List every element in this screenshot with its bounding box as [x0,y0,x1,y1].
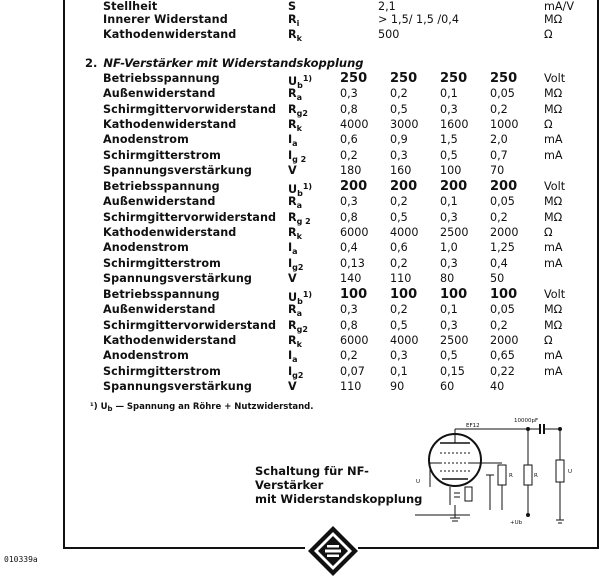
parameter-value: 70 [490,164,505,177]
symbol-subscript: b [297,297,303,306]
parameter-label: Innerer Widerstand [103,13,228,26]
table-row [0,133,611,147]
frame-bottom-line-left [63,547,305,549]
section-number: 2. [85,56,98,70]
table-row [0,365,611,379]
symbol-letter: I [288,257,293,270]
table-row [0,87,611,101]
parameter-value: 100 [390,287,418,302]
parameter-value: 0,8 [340,319,358,332]
parameter-value: 2500 [440,226,469,239]
parameter-value: 1600 [440,118,469,131]
parameter-value: 0,65 [490,349,515,362]
parameter-unit: Volt [544,288,566,301]
parameter-value: 0,4 [340,241,358,254]
symbol-subscript: k [296,232,302,241]
table-row [0,380,611,394]
document-id: 010339a [4,555,38,564]
parameter-value: 0,5 [390,103,408,116]
table-row [0,257,611,271]
parameter-label: Anodenstrom [103,241,189,254]
table-row [0,349,611,363]
parameter-value: 0,2 [490,103,508,116]
parameter-value: 0,2 [390,303,408,316]
parameter-value: 4000 [390,226,419,239]
symbol-subscript: a [296,93,303,102]
parameter-label: Schirmgitterstrom [103,365,221,378]
parameter-symbol [288,0,296,14]
parameter-value: 0,2 [390,257,408,270]
section-title [85,56,364,70]
parameter-value: 0,05 [490,195,515,208]
footnote-text: — Spannung an Röhre + Nutzwiderstand. [112,402,314,412]
parameter-label: Schirmgittervorwiderstand [103,211,277,224]
parameter-value: 200 [490,179,518,194]
parameter-label: Spannungsverstärkung [103,380,252,393]
symbol-letter: I [288,149,293,162]
symbol-letter: I [288,349,293,362]
parameter-unit: mA/V [544,0,574,13]
parameter-unit: mA [544,349,563,362]
tube-label: EF12 [466,423,480,429]
parameter-value: 250 [490,71,518,86]
parameter-label: Anodenstrom [103,133,189,146]
parameter-value: 0,5 [440,349,458,362]
parameter-label: Kathodenwiderstand [103,226,237,239]
parameter-label: Kathodenwiderstand [103,118,237,131]
parameter-symbol [288,164,297,178]
parameter-value: 40 [490,380,505,393]
parameter-unit: Ω [544,28,553,41]
footnote-mark: ¹) U [90,402,108,412]
parameter-label: Betriebsspannung [103,72,220,85]
parameter-unit: Ω [544,226,553,239]
parameter-unit: MΩ [544,303,563,316]
parameter-value: 0,15 [440,365,465,378]
parameter-value: 0,3 [440,257,458,270]
symbol-subscript: g2 [292,263,304,272]
parameter-value: 0,2 [490,319,508,332]
parameter-value: 0,2 [340,349,358,362]
parameter-label: Kathodenwiderstand [103,334,237,347]
parameter-value: 0,4 [490,257,508,270]
parameter-value: 250 [440,71,468,86]
parameter-value: 100 [340,287,368,302]
symbol-subscript: a [292,355,298,364]
parameter-value: 0,07 [340,365,365,378]
parameter-label: Betriebsspannung [103,180,220,193]
footnote-reference: 1) [302,182,313,191]
parameter-value: 1,0 [440,241,458,254]
symbol-subscript: k [296,34,302,43]
parameter-value: 0,1 [390,365,408,378]
symbol-letter: V [288,380,297,393]
symbol-letter: R [288,334,297,347]
parameter-unit: MΩ [544,211,563,224]
parameter-unit: mA [544,241,563,254]
footnote-sub: b [107,405,113,413]
parameter-label: Schirmgitterstrom [103,257,221,270]
parameter-unit: Ω [544,334,553,347]
parameter-value: 0,2 [390,87,408,100]
parameter-value: 2500 [440,334,469,347]
table-row [0,334,611,348]
parameter-label: Anodenstrom [103,349,189,362]
symbol-subscript: g2 [292,371,304,380]
parameter-label: Schirmgittervorwiderstand [103,103,277,116]
parameter-value: 0,3 [340,303,358,316]
symbol-letter: R [288,103,297,116]
symbol-letter: R [288,28,297,41]
parameter-value: 250 [340,71,368,86]
footnote [90,402,314,413]
parameter-value: 200 [390,179,418,194]
table-row [0,28,611,42]
symbol-subscript: a [296,201,303,210]
amplifier-schematic [410,415,585,527]
footnote-reference: 1) [302,290,313,299]
parameter-unit: Ω [544,118,553,131]
parameter-value: 100 [440,164,462,177]
parameter-value: 1000 [490,118,519,131]
symbol-subscript: a [292,139,298,148]
footnote-reference: 1) [302,74,313,83]
parameter-value: 0,5 [390,211,408,224]
table-row [0,103,611,117]
symbol-letter: R [288,118,297,131]
parameter-value: 0,3 [440,103,458,116]
supply-label: +Ub [510,520,523,526]
symbol-subscript: b [297,189,303,198]
parameter-value: 0,5 [390,319,408,332]
parameter-value: 100 [440,287,468,302]
parameter-value: 0,5 [440,149,458,162]
parameter-value: 0,1 [440,195,458,208]
parameter-label: Spannungsverstärkung [103,272,252,285]
parameter-value: 6000 [340,226,369,239]
parameter-value: 0,3 [340,195,358,208]
parameter-value: 0,13 [340,257,365,270]
parameter-label: Schirmgittervorwiderstand [103,319,277,332]
symbol-letter: U [288,291,298,304]
parameter-value: 500 [378,28,400,41]
parameter-label: Außenwiderstand [103,87,216,100]
parameter-symbol [288,272,297,286]
parameter-label: Außenwiderstand [103,195,216,208]
table-row [0,241,611,255]
symbol-subscript: i [296,19,300,28]
symbol-letter: R [288,195,297,208]
symbol-subscript: b [297,81,303,90]
symbol-subscript: g2 [296,325,308,334]
parameter-unit: Volt [544,72,566,85]
parameter-value: 180 [340,164,362,177]
parameter-symbol [288,380,297,394]
telefunken-logo-icon [307,525,359,577]
parameter-value: 0,6 [390,241,408,254]
parameter-value: 60 [440,380,455,393]
parameter-unit: MΩ [544,13,563,26]
parameter-value: 0,1 [440,303,458,316]
symbol-subscript: a [296,309,303,318]
symbol-subscript: g 2 [296,217,311,226]
parameter-value: 4000 [390,334,419,347]
parameter-unit: MΩ [544,103,563,116]
table-row [0,118,611,132]
table-row [0,287,611,306]
symbol-subscript: k [296,340,302,349]
parameter-value: 0,7 [490,149,508,162]
parameter-value: 0,3 [440,211,458,224]
parameter-value: 0,3 [440,319,458,332]
parameter-value: 0,05 [490,87,515,100]
table-row [0,71,611,90]
parameter-label: Kathodenwiderstand [103,28,237,41]
symbol-letter: R [288,303,297,316]
parameter-value: 0,1 [440,87,458,100]
parameter-symbol [288,28,302,46]
caption-line-2: mit Widerstandskopplung [255,492,423,506]
parameter-value: 0,22 [490,365,515,378]
parameter-value: 110 [390,272,412,285]
frame-bottom-line-right [358,547,599,549]
resistor-label-2: R [534,473,538,479]
symbol-letter: R [288,319,297,332]
parameter-label: Schirmgitterstrom [103,149,221,162]
symbol-subscript: a [292,247,298,256]
parameter-value: 2000 [490,226,519,239]
symbol-letter: R [288,87,297,100]
parameter-value: 0,3 [390,149,408,162]
parameter-value: 4000 [340,118,369,131]
capacitor-label: 10000pF [514,418,539,424]
parameter-unit: MΩ [544,87,563,100]
parameter-unit: mA [544,133,563,146]
symbol-letter: V [288,272,297,285]
parameter-value: > 1,5/ 1,5 /0,4 [378,13,459,26]
output-voltage-label: U [568,469,573,475]
caption-line-1: Schaltung für NF-Verstärker [255,464,369,492]
symbol-letter: R [288,211,297,224]
parameter-unit: Volt [544,180,566,193]
parameter-value: 0,3 [340,87,358,100]
symbol-letter: R [288,226,297,239]
schematic-caption [255,464,425,506]
symbol-letter: U [288,75,298,88]
parameter-value: 1,25 [490,241,515,254]
symbol-letter: I [288,133,293,146]
table-row [0,226,611,240]
parameter-label: Spannungsverstärkung [103,164,252,177]
symbol-subscript: k [296,124,302,133]
parameter-value: 0,2 [390,195,408,208]
parameter-value: 200 [440,179,468,194]
symbol-letter: I [288,241,293,254]
table-row [0,0,611,14]
parameter-value: 80 [440,272,455,285]
parameter-value: 250 [390,71,418,86]
parameter-value: 200 [340,179,368,194]
parameter-value: 140 [340,272,362,285]
parameter-value: 0,6 [340,133,358,146]
parameter-value: 2,1 [378,0,396,13]
symbol-subscript: g2 [296,109,308,118]
table-row [0,303,611,317]
parameter-value: 0,05 [490,303,515,316]
resistor-label-1: R [509,473,513,479]
symbol-letter: U [288,183,298,196]
symbol-letter: S [288,0,297,13]
parameter-label: Stellheit [103,0,158,13]
parameter-value: 90 [390,380,405,393]
parameter-label: Betriebsspannung [103,288,220,301]
parameter-value: 6000 [340,334,369,347]
table-row [0,149,611,163]
input-voltage-label: U [416,479,421,485]
parameter-unit: mA [544,365,563,378]
symbol-letter: V [288,164,297,177]
parameter-unit: mA [544,257,563,270]
parameter-value: 0,8 [340,211,358,224]
parameter-value: 160 [390,164,412,177]
symbol-letter: R [288,13,297,26]
parameter-unit: mA [544,149,563,162]
table-row [0,211,611,225]
parameter-unit: MΩ [544,319,563,332]
parameter-value: 0,3 [390,349,408,362]
parameter-value: 2000 [490,334,519,347]
symbol-letter: I [288,365,293,378]
parameter-unit: MΩ [544,195,563,208]
parameter-value: 0,2 [340,149,358,162]
table-row [0,272,611,286]
parameter-value: 1,5 [440,133,458,146]
table-row [0,164,611,178]
parameter-value: 100 [490,287,518,302]
parameter-value: 110 [340,380,362,393]
table-row [0,179,611,198]
parameter-value: 50 [490,272,505,285]
parameter-value: 0,2 [490,211,508,224]
parameter-value: 0,8 [340,103,358,116]
table-row [0,13,611,27]
parameter-value: 2,0 [490,133,508,146]
section-title-text: NF-Verstärker mit Widerstandskopplung [103,56,364,70]
parameter-value: 3000 [390,118,419,131]
parameter-label: Außenwiderstand [103,303,216,316]
parameter-value: 0,9 [390,133,408,146]
symbol-subscript: g 2 [292,155,307,164]
table-row [0,195,611,209]
table-row [0,319,611,333]
